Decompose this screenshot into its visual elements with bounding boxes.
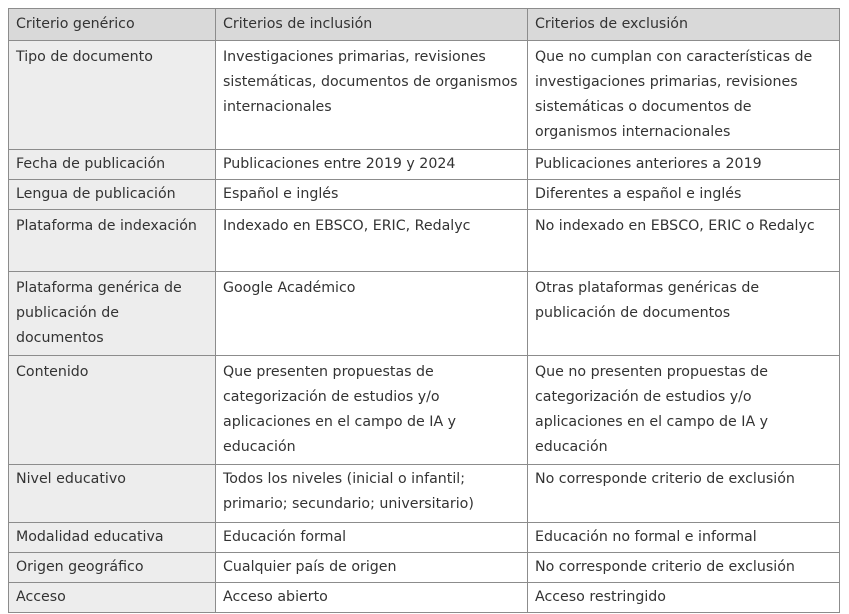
cell-inclusion: Educación formal xyxy=(216,523,528,553)
cell-inclusion: Publicaciones entre 2019 y 2024 xyxy=(216,150,528,180)
cell-inclusion: Español e inglés xyxy=(216,180,528,210)
cell-exclusion: Publicaciones anteriores a 2019 xyxy=(528,150,840,180)
cell-inclusion: Indexado en EBSCO, ERIC, Redalyc xyxy=(216,210,528,272)
table-row xyxy=(9,356,840,465)
cell-criterio: Plataforma de indexación xyxy=(9,210,216,272)
table-row xyxy=(9,465,840,523)
table-row xyxy=(9,583,840,613)
cell-criterio: Lengua de publicación xyxy=(9,180,216,210)
cell-criterio: Tipo de documento xyxy=(9,41,216,150)
cell-exclusion: Diferentes a español e inglés xyxy=(528,180,840,210)
cell-inclusion: Acceso abierto xyxy=(216,583,528,613)
cell-exclusion: No corresponde criterio de exclusión xyxy=(528,553,840,583)
criteria-table xyxy=(8,8,840,613)
table-row xyxy=(9,272,840,356)
criteria-table-container xyxy=(8,8,840,613)
table-row xyxy=(9,41,840,150)
header-criterio: Criterio genérico xyxy=(9,9,216,41)
cell-exclusion: No corresponde criterio de exclusión xyxy=(528,465,840,523)
cell-exclusion: Que no presenten propuestas de categorización de estudios y/o aplicaciones en el campo de IA y educación xyxy=(528,356,840,465)
cell-inclusion: Que presenten propuestas de categorización de estudios y/o aplicaciones en el campo de IA y educación xyxy=(216,356,528,465)
table-header-row xyxy=(9,9,840,41)
header-inclusion: Criterios de inclusión xyxy=(216,9,528,41)
cell-inclusion: Investigaciones primarias, revisiones sistemáticas, documentos de organismos internacionales xyxy=(216,41,528,150)
cell-exclusion: No indexado en EBSCO, ERIC o Redalyc xyxy=(528,210,840,272)
cell-criterio: Contenido xyxy=(9,356,216,465)
cell-criterio: Origen geográfico xyxy=(9,553,216,583)
cell-criterio: Modalidad educativa xyxy=(9,523,216,553)
cell-criterio: Fecha de publicación xyxy=(9,150,216,180)
table-row xyxy=(9,210,840,272)
cell-exclusion: Acceso restringido xyxy=(528,583,840,613)
cell-criterio: Nivel educativo xyxy=(9,465,216,523)
header-exclusion: Criterios de exclusión xyxy=(528,9,840,41)
cell-criterio: Acceso xyxy=(9,583,216,613)
cell-exclusion: Otras plataformas genéricas de publicación de documentos xyxy=(528,272,840,356)
table-row xyxy=(9,523,840,553)
cell-inclusion: Google Académico xyxy=(216,272,528,356)
cell-inclusion: Cualquier país de origen xyxy=(216,553,528,583)
table-row xyxy=(9,553,840,583)
cell-exclusion: Educación no formal e informal xyxy=(528,523,840,553)
table-row xyxy=(9,150,840,180)
cell-criterio: Plataforma genérica de publicación de documentos xyxy=(9,272,216,356)
table-row xyxy=(9,180,840,210)
cell-exclusion: Que no cumplan con características de investigaciones primarias, revisiones sistemáticas o documentos de organismos internacionales xyxy=(528,41,840,150)
cell-inclusion: Todos los niveles (inicial o infantil; primario; secundario; universitario) xyxy=(216,465,528,523)
